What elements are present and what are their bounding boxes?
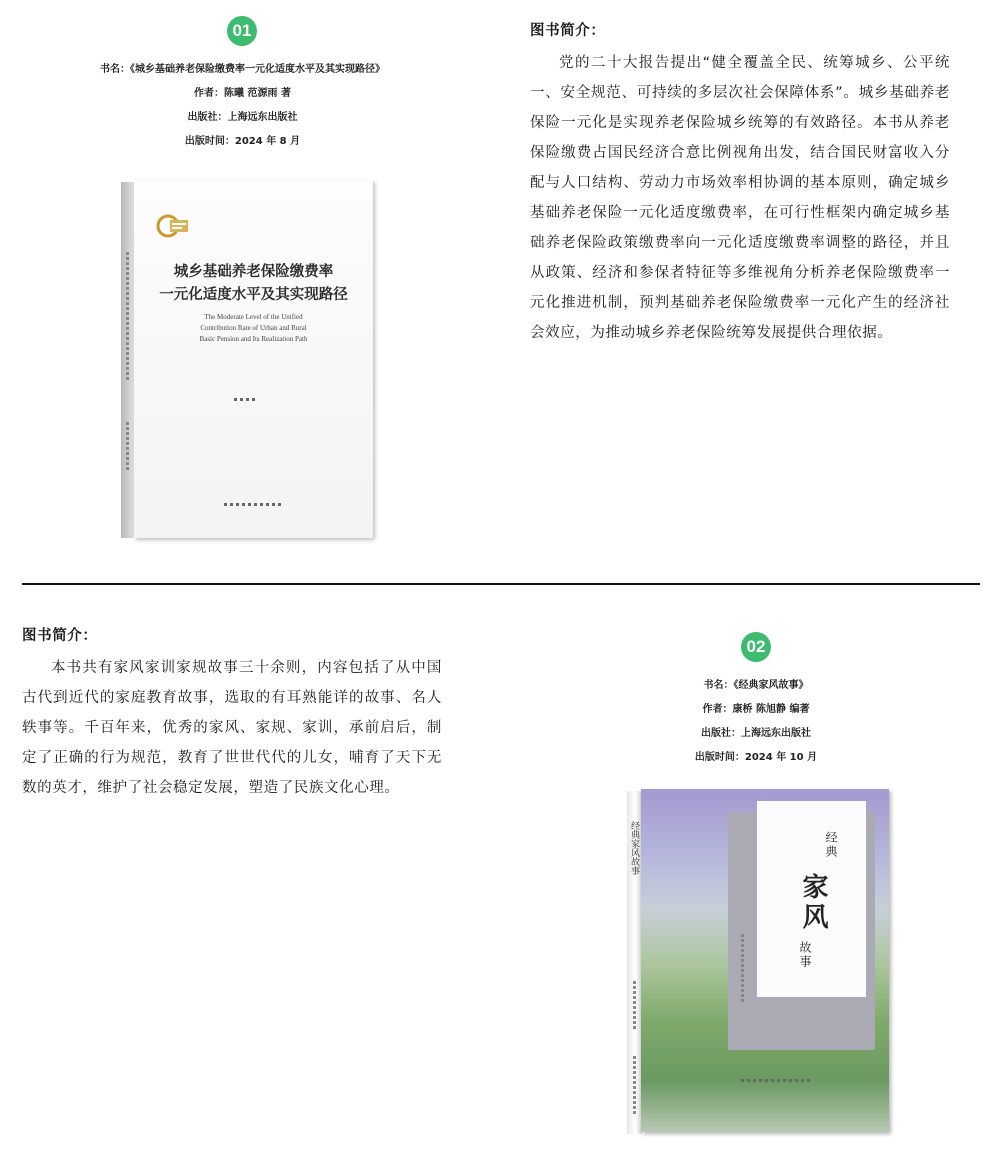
book2-cover <box>641 789 889 1132</box>
book1-intro-text: 党的二十大报告提出“健全覆盖全民、统筹城乡、公平统一、安全规范、可持续的多层次社会保障体系”。城乡基础养老保险一元化是实现养老保险城乡统筹的有效路径。本书从养老保险缴费占国民经济合意比例视角出发，结合国民财富收入分配与人口结构、劳动力市场效率相协调的基本原则，确定城乡基础养老保险一元化适度缴费率，在可行性框架内确定城乡基础养老保险政策缴费率向一元化适度缴费率调整的路径，并且从政策、经济和参保者特征等多维视角分析养老保险缴费率一元化推进机制，预判基础养老保险缴费率一元化产生的经济社会效应，为推动城乡养老保险统筹发展提供合理依据。 <box>530 55 950 341</box>
book1-date: 出版时间：2024 年 8 月 <box>184 136 301 147</box>
book1-author: 作者：陈曦 范源雨 著 <box>194 88 291 99</box>
book2-spine-title: 经典家风故事 <box>629 821 639 875</box>
book1-spine <box>121 182 134 538</box>
book1-cover-publisher-mark <box>224 503 284 506</box>
book1-cover-title-line2: 一元化适度水平及其实现路径 <box>159 286 348 303</box>
book2-number-badge: 02 <box>741 632 771 662</box>
book1-title: 书名：《城乡基础养老保险缴费率一元化适度水平及其实现路径》 <box>100 64 385 75</box>
book2-publisher: 出版社：上海远东出版社 <box>701 728 811 739</box>
book2-author: 作者：康桥 陈旭静 编著 <box>702 704 810 715</box>
book1-cover-en-line: Basic Pension and Its Realization Path <box>199 335 308 343</box>
book2-cover-publisher-mark <box>741 1079 811 1082</box>
book1-cover-image <box>121 180 373 538</box>
book2-cover-title-small: 经典 <box>824 831 838 859</box>
book2-title: 书名：《经典家风故事》 <box>703 680 809 691</box>
book2-cover-image <box>627 789 889 1134</box>
book2-cover-white-panel <box>757 801 866 997</box>
book1-cover-title-line1: 城乡基础养老保险缴费率 <box>173 263 334 280</box>
publisher-logo-icon <box>156 213 190 239</box>
book1-number-badge: 01 <box>227 16 257 46</box>
book2-cover-title-big: 家风 <box>798 873 828 933</box>
book1-cover-author-mark <box>234 398 258 401</box>
book1-cover-en-line: The Moderate Level of the Unified <box>204 313 303 321</box>
book2-spine <box>627 791 642 1134</box>
book1-cover-en-line: Contribution Rate of Urban and Rural <box>200 324 307 332</box>
book2-intro-heading: 图书简介： <box>22 628 98 644</box>
book2-date: 出版时间：2024 年 10 月 <box>694 752 818 763</box>
book2-metadata <box>600 674 912 770</box>
book1-cover-english-title <box>154 312 353 345</box>
book2-cover-author-mark <box>741 934 744 1004</box>
book1-cover <box>134 180 373 538</box>
book1-metadata <box>30 58 455 154</box>
section-divider <box>22 583 980 585</box>
book2-cover-title-tail: 故事 <box>798 941 812 969</box>
book1-intro-heading: 图书简介： <box>530 23 606 39</box>
book1-publisher: 出版社：上海远东出版社 <box>187 112 298 123</box>
book2-intro-text: 本书共有家风家训家规故事三十余则，内容包括了从中国古代到近代的家庭教育故事，选取的有耳熟能详的故事、名人轶事等。千百年来，优秀的家风、家规、家训，承前启后，制定了正确的行为规范，教育了世世代代的儿女，哺育了天下无数的英才，维护了社会稳定发展，塑造了民族文化心理。 <box>22 660 442 796</box>
book1-introduction <box>530 16 950 348</box>
book2-introduction <box>22 621 442 803</box>
